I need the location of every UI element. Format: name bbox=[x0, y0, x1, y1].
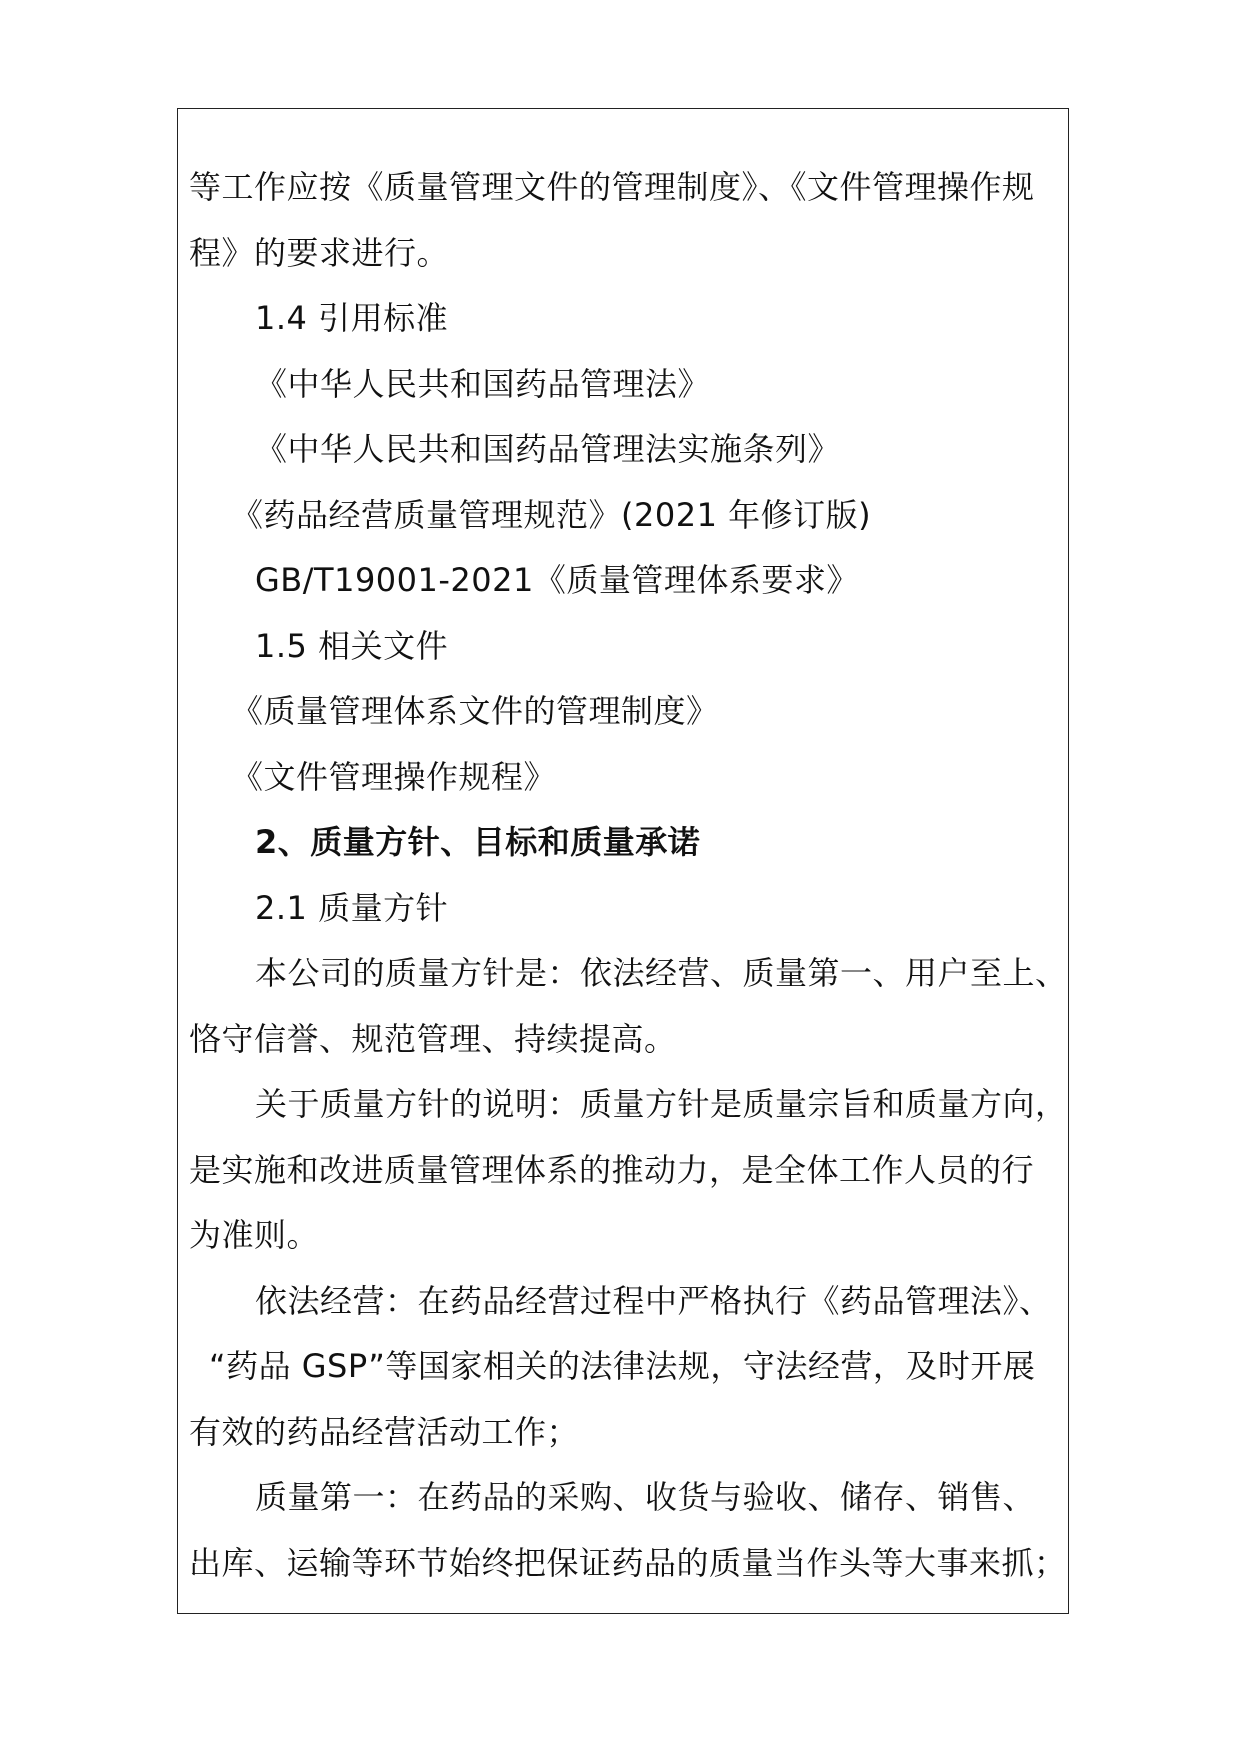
section-heading-1-4: 1.4 引用标准 bbox=[255, 299, 449, 337]
reference-item: 《中华人民共和国药品管理法实施条列》 bbox=[255, 430, 841, 468]
paragraph-line: 程》的要求进行。 bbox=[189, 233, 450, 272]
paragraph-line: 依法经营：在药品经营过程中严格执行《药品管理法》、 bbox=[255, 1281, 1052, 1320]
paragraph-line: 为准则。 bbox=[189, 1216, 320, 1254]
chapter-heading-2: 2、质量方针、目标和质量承诺 bbox=[255, 823, 701, 861]
paragraph-line: 是实施和改进质量管理体系的推动力，是全体工作人员的行 bbox=[189, 1150, 1035, 1189]
paragraph-line: 有效的药品经营活动工作； bbox=[189, 1412, 580, 1451]
paragraph-line: 质量第一：在药品的采购、收货与验收、储存、销售、 bbox=[255, 1478, 1036, 1516]
paragraph-line: 等工作应按《质量管理文件的管理制度》、《文件管理操作规 bbox=[189, 168, 1035, 206]
section-heading-1-5: 1.5 相关文件 bbox=[255, 626, 449, 665]
reference-item: GB/T19001-2021《质量管理体系要求》 bbox=[255, 561, 859, 599]
related-document-item: 《质量管理体系文件的管理制度》 bbox=[231, 692, 719, 730]
document-body bbox=[189, 155, 1068, 1596]
reference-item: 《中华人民共和国药品管理法》 bbox=[255, 364, 711, 403]
paragraph-line: 本公司的质量方针是：依法经营、质量第一、用户至上、 bbox=[255, 954, 1068, 992]
paragraph-line: 恪守信誉、规范管理、持续提高。 bbox=[189, 1019, 677, 1058]
paragraph-line: “药品 GSP”等国家相关的法律法规，守法经营，及时开展 bbox=[209, 1347, 1036, 1385]
section-heading-2-1: 2.1 质量方针 bbox=[255, 888, 449, 927]
reference-item: 《药品经营质量管理规范》(2021 年修订版) bbox=[231, 495, 872, 534]
paragraph-line: 出库、运输等环节始终把保证药品的质量当作头等大事来抓； bbox=[189, 1543, 1067, 1582]
related-document-item: 《文件管理操作规程》 bbox=[231, 757, 557, 796]
paragraph-line: 关于质量方针的说明：质量方针是质量宗旨和质量方向， bbox=[255, 1085, 1068, 1123]
